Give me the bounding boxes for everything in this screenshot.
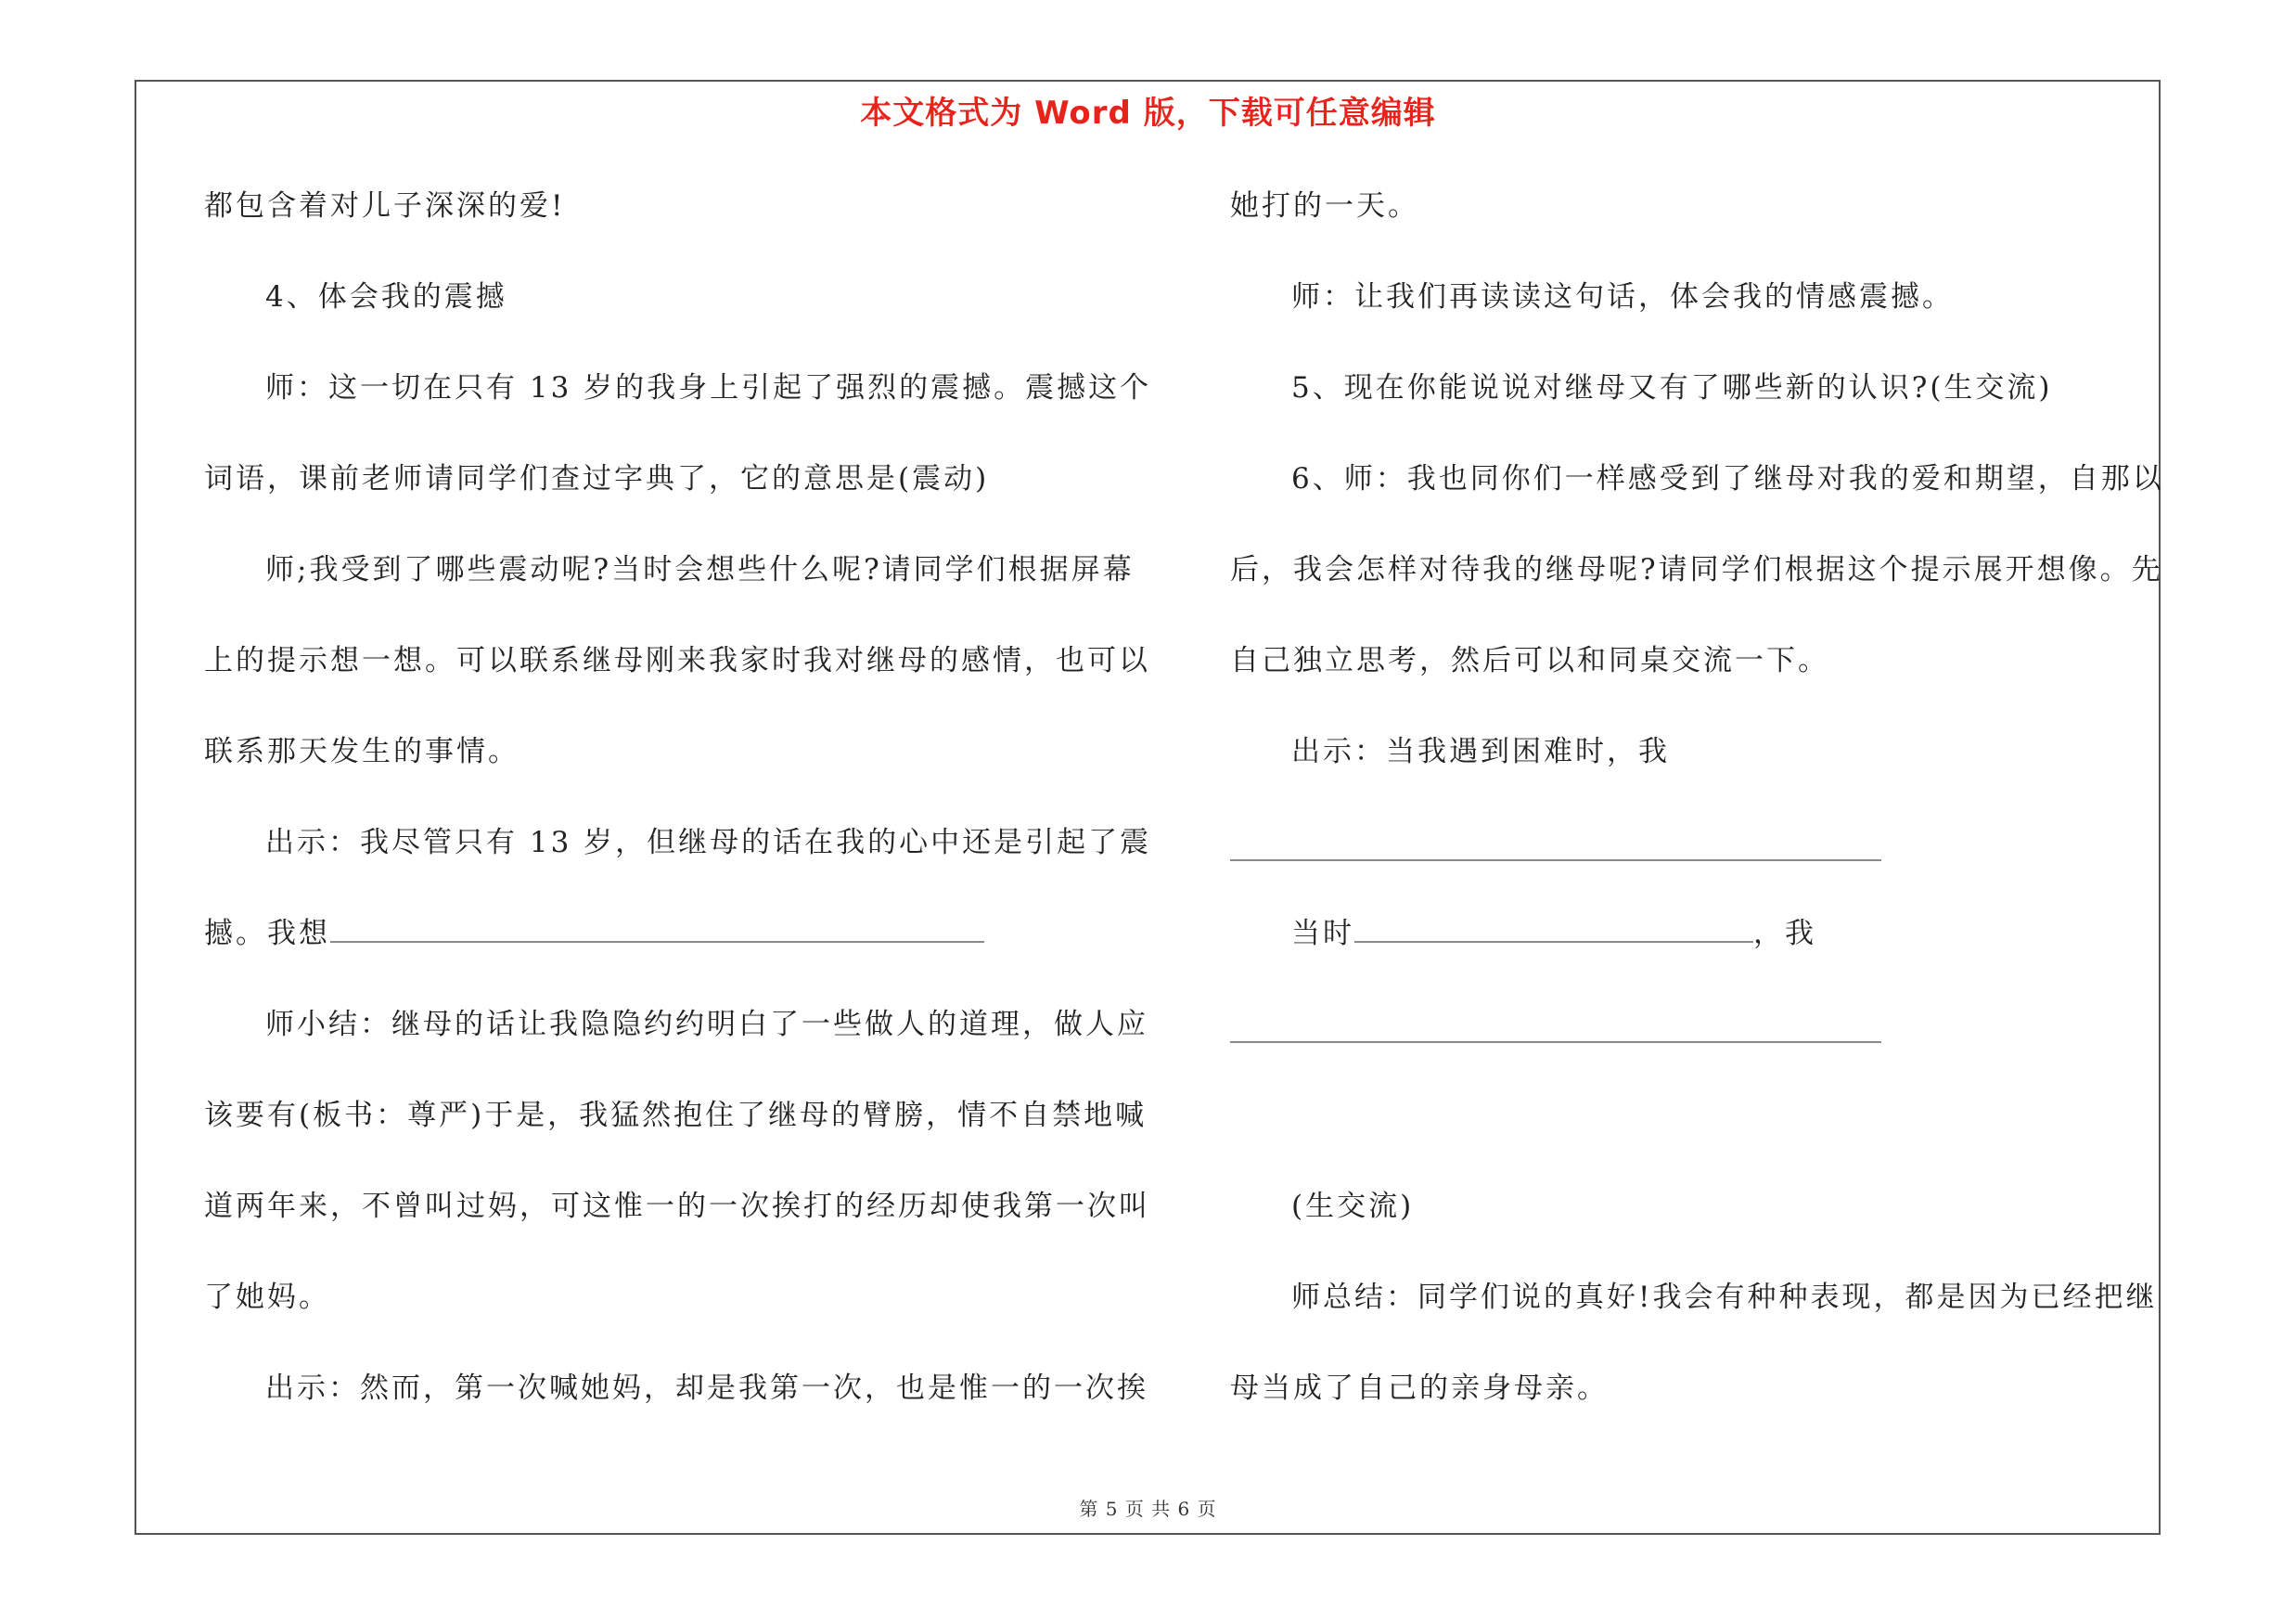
fill-in-blank xyxy=(1230,859,1881,861)
paragraph-line: 后，我会怎样对待我的继母呢?请同学们根据这个提示展开想像。先 xyxy=(1230,553,2163,586)
fill-in-blank xyxy=(330,913,984,943)
section-heading: 4、体会我的震撼 xyxy=(265,280,507,314)
paragraph-line: 师总结：同学们说的真好!我会有种种表现，都是因为已经把继 xyxy=(1291,1281,2158,1314)
paragraph-line: 师：让我们再读读这句话，体会我的情感震撼。 xyxy=(1291,280,1954,314)
paragraph-line: 师小结：继母的话让我隐隐约约明白了一些做人的道理，做人应 xyxy=(265,1008,1148,1041)
paragraph-line: 师：这一切在只有 13 岁的我身上引起了强烈的震撼。震撼这个 xyxy=(265,371,1152,405)
paragraph-text: ，我 xyxy=(1753,917,1816,950)
paragraph-text: 当时 xyxy=(1291,917,1354,950)
paragraph-text: 撼。我想 xyxy=(204,917,330,950)
paragraph-line: 联系那天发生的事情。 xyxy=(204,735,519,768)
paragraph-line: 出示：然而，第一次喊她妈，却是我第一次，也是惟一的一次挨 xyxy=(265,1372,1148,1405)
paragraph-line xyxy=(1291,913,1816,954)
paragraph-line: 道两年来，不曾叫过妈，可这惟一的一次挨打的经历却使我第一次叫 xyxy=(204,1190,1150,1223)
fill-in-blank xyxy=(1230,1041,1881,1043)
page-number: 第 5 页 共 6 页 xyxy=(1079,1498,1217,1520)
paragraph-line: 都包含着对儿子深深的爱! xyxy=(204,189,566,223)
paragraph-line: 出示：当我遇到困难时，我 xyxy=(1291,735,1670,768)
format-banner: 本文格式为 Word 版，下载可任意编辑 xyxy=(860,95,1436,132)
paragraph-line: 上的提示想一想。可以联系继母刚来我家时我对继母的感情，也可以 xyxy=(204,644,1150,677)
paragraph-line: 出示：我尽管只有 13 岁，但继母的话在我的心中还是引起了震 xyxy=(265,826,1152,859)
paragraph-line: 她打的一天。 xyxy=(1230,189,1419,223)
paragraph-line: 自己独立思考，然后可以和同桌交流一下。 xyxy=(1230,644,1829,677)
paragraph-line: 6、师：我也同你们一样感受到了继母对我的爱和期望，自那以 xyxy=(1291,462,2164,496)
paragraph-line: 词语，课前老师请同学们查过字典了，它的意思是(震动) xyxy=(204,462,990,496)
paragraph-line: (生交流) xyxy=(1291,1190,1415,1223)
fill-in-blank xyxy=(1354,913,1753,943)
paragraph-line: 了她妈。 xyxy=(204,1281,330,1314)
paragraph-line: 母当成了自己的亲身母亲。 xyxy=(1230,1372,1609,1405)
paragraph-line: 该要有(板书：尊严)于是，我猛然抱住了继母的臂膀，情不自禁地喊 xyxy=(204,1099,1148,1132)
paragraph-line xyxy=(204,913,984,954)
paragraph-line: 师;我受到了哪些震动呢?当时会想些什么呢?请同学们根据屏幕 xyxy=(265,553,1135,586)
paragraph-line: 5、现在你能说说对继母又有了哪些新的认识?(生交流) xyxy=(1291,371,2053,405)
